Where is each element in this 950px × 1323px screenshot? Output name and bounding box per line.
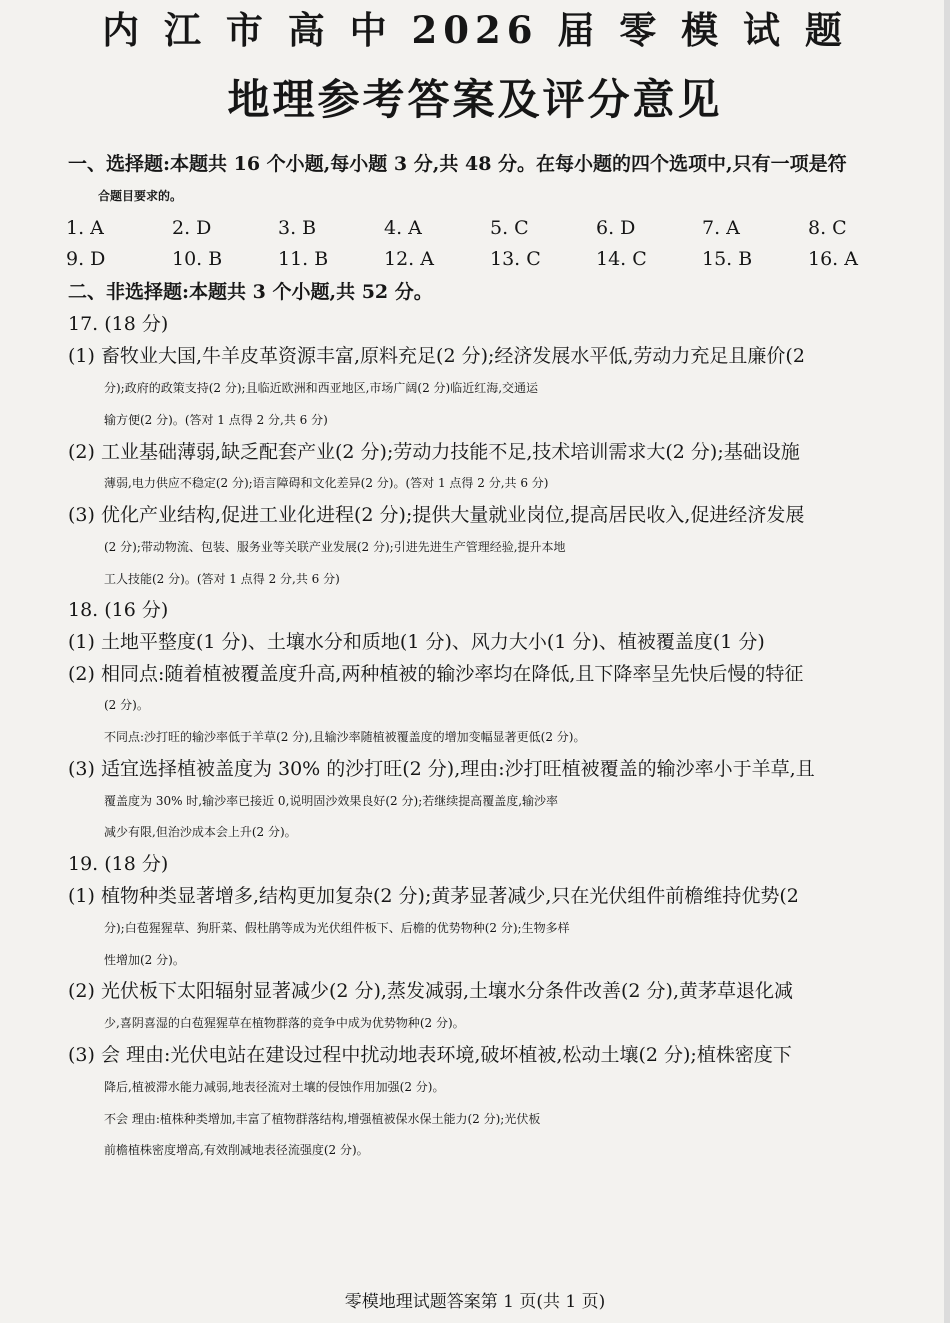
- q17-heading: 17. (18 分): [68, 313, 169, 335]
- answer-key-title: 地理参考答案及评分意见: [227, 75, 723, 124]
- q18-3-line1: (3) 适宜选择植被盖度为 30% 的沙打旺(2 分),理由:沙打旺植被覆盖的输沙率小于羊草,且: [68, 758, 815, 780]
- answer-8: 8. C: [808, 217, 847, 239]
- section2-heading: 二、非选择题:本题共 3 个小题,共 52 分。: [68, 281, 433, 303]
- page-footer: 零模地理试题答案第 1 页(共 1 页): [344, 1292, 606, 1312]
- page-edge-shadow: [944, 0, 950, 1323]
- q19-2-line1: (2) 光伏板下太阳辐射显著减少(2 分),蒸发减弱,土壤水分条件改善(2 分),黄茅草退化减: [68, 980, 793, 1002]
- exam-title: 内 江 市 高 中 2026 届 零 模 试 题: [102, 8, 848, 52]
- q19-3-line1: (3) 会 理由:光伏电站在建设过程中扰动地表环境,破坏植被,松动土壤(2 分);植株密度下: [68, 1044, 792, 1066]
- answer-15: 15. B: [702, 248, 753, 270]
- q19-2-line2: 少,喜阴喜湿的白苞猩猩草在植物群落的竞争中成为优势物种(2 分)。: [104, 1016, 465, 1030]
- answer-11: 11. B: [278, 248, 329, 270]
- q17-1-line3: 输方便(2 分)。(答对 1 点得 2 分,共 6 分): [104, 413, 328, 427]
- answer-10: 10. B: [172, 248, 223, 270]
- q19-3-line3: 不会 理由:植株种类增加,丰富了植物群落结构,增强植被保水保土能力(2 分);光伏板: [104, 1112, 541, 1126]
- q18-heading: 18. (16 分): [68, 599, 169, 621]
- q18-2-line2: (2 分)。: [104, 698, 149, 712]
- answer-2: 2. D: [172, 217, 212, 239]
- answer-1: 1. A: [66, 217, 104, 239]
- q18-2-line3: 不同点:沙打旺的输沙率低于羊草(2 分),且输沙率随植被覆盖度的增加变幅显著更低(2 分)。: [104, 730, 586, 744]
- q19-1-line1: (1) 植物种类显著增多,结构更加复杂(2 分);黄茅显著减少,只在光伏组件前檐维持优势(2: [68, 885, 799, 907]
- q17-3-line3: 工人技能(2 分)。(答对 1 点得 2 分,共 6 分): [104, 572, 340, 586]
- section1-heading-line2: 合题目要求的。: [98, 189, 183, 203]
- q19-3-line2: 降后,植被滞水能力减弱,地表径流对土壤的侵蚀作用加强(2 分)。: [104, 1080, 445, 1094]
- q19-3-line4: 前檐植株密度增高,有效削减地表径流强度(2 分)。: [104, 1143, 369, 1157]
- answer-4: 4. A: [384, 217, 422, 239]
- answer-7: 7. A: [702, 217, 740, 239]
- q19-1-line3: 性增加(2 分)。: [104, 953, 185, 967]
- q17-1-line1: (1) 畜牧业大国,牛羊皮革资源丰富,原料充足(2 分);经济发展水平低,劳动力充足且廉价(2: [68, 345, 805, 367]
- answer-16: 16. A: [808, 248, 858, 270]
- q19-1-line2: 分);白苞猩猩草、狗肝菜、假杜鹃等成为光伏组件板下、后檐的优势物种(2 分);生物多样: [104, 921, 570, 935]
- q17-2-line1: (2) 工业基础薄弱,缺乏配套产业(2 分);劳动力技能不足,技术培训需求大(2 分);基础设施: [68, 441, 800, 463]
- answer-6: 6. D: [596, 217, 636, 239]
- q19-heading: 19. (18 分): [68, 853, 169, 875]
- answer-12: 12. A: [384, 248, 434, 270]
- q17-1-line2: 分);政府的政策支持(2 分);且临近欧洲和西亚地区,市场广阔(2 分)临近红海,交通运: [104, 381, 539, 395]
- q18-2-line1: (2) 相同点:随着植被覆盖度升高,两种植被的输沙率均在降低,且下降率呈先快后慢的特征: [68, 663, 804, 685]
- answer-13: 13. C: [490, 248, 541, 270]
- q17-3-line2: (2 分);带动物流、包装、服务业等关联产业发展(2 分);引进先进生产管理经验,提升本地: [104, 540, 566, 554]
- answer-5: 5. C: [490, 217, 529, 239]
- q17-3-line1: (3) 优化产业结构,促进工业化进程(2 分);提供大量就业岗位,提高居民收入,促进经济发展: [68, 504, 805, 526]
- q18-3-line3: 减少有限,但治沙成本会上升(2 分)。: [104, 825, 297, 839]
- q18-3-line2: 覆盖度为 30% 时,输沙率已接近 0,说明固沙效果良好(2 分);若继续提高覆盖度,输沙率: [104, 794, 559, 808]
- q17-2-line2: 薄弱,电力供应不稳定(2 分);语言障碍和文化差异(2 分)。(答对 1 点得 2 分,共 6 分): [104, 476, 549, 490]
- q18-1-line1: (1) 土地平整度(1 分)、土壤水分和质地(1 分)、风力大小(1 分)、植被覆盖度(1 分): [68, 631, 765, 653]
- answer-14: 14. C: [596, 248, 647, 270]
- section1-heading-line1: 一、选择题:本题共 16 个小题,每小题 3 分,共 48 分。在每小题的四个选项中,只有一项是符: [68, 153, 847, 175]
- answer-9: 9. D: [66, 248, 106, 270]
- answer-3: 3. B: [278, 217, 317, 239]
